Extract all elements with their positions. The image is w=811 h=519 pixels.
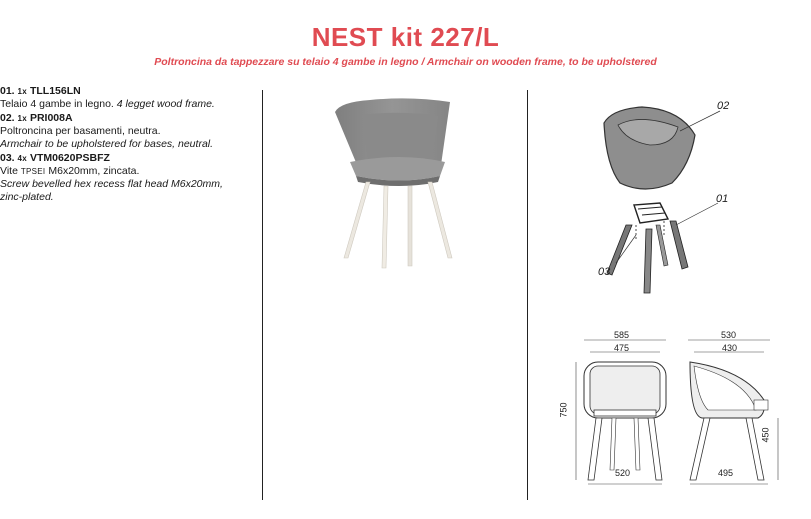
label-frame: 01 xyxy=(716,193,729,205)
part-code: PRI008A xyxy=(29,112,73,124)
dim-side-base: 495 xyxy=(718,468,734,478)
part-desc-it: Poltroncina per basamenti, neutra. xyxy=(0,125,161,137)
part-item-03 xyxy=(0,152,250,204)
part-item-02 xyxy=(0,112,250,151)
part-desc-en-1: Screw bevelled hex recess flat head M6x20mm, xyxy=(0,178,223,190)
dim-front-width-outer: 585 xyxy=(614,330,630,340)
label-screw: 03 xyxy=(598,266,611,278)
dim-seat-height: 450 xyxy=(760,427,771,443)
parts-list xyxy=(0,85,250,205)
page-title: NEST kit 227/L xyxy=(311,22,500,52)
dim-front-width-inner: 475 xyxy=(614,343,630,353)
part-desc-en-2: zinc-plated. xyxy=(0,191,54,203)
divider-left xyxy=(262,90,263,500)
part-desc-it-sc: TPSEI xyxy=(20,167,46,176)
part-qty: 1x xyxy=(17,114,28,123)
front-view-diagram xyxy=(570,330,680,490)
exploded-view xyxy=(590,95,770,300)
part-number: 01. xyxy=(0,85,15,97)
part-desc-en: 4 legget wood frame. xyxy=(116,98,215,110)
part-number: 02. xyxy=(0,112,15,124)
part-code: TLL156LN xyxy=(29,85,81,97)
part-desc-it-b: M6x20mm, zincata. xyxy=(48,165,140,177)
part-code: VTM0620PSBFZ xyxy=(29,152,110,164)
exploded-diagram xyxy=(590,95,770,300)
part-item-01 xyxy=(0,85,250,111)
part-qty: 1x xyxy=(17,87,28,96)
label-armchair: 02 xyxy=(717,100,730,112)
dim-side-depth-inner: 430 xyxy=(722,343,738,353)
side-drawing xyxy=(684,330,784,490)
armchair-image xyxy=(300,90,500,270)
part-desc-it-a: Vite xyxy=(0,165,18,177)
front-drawing xyxy=(570,330,680,490)
product-photo xyxy=(300,90,500,270)
divider-right xyxy=(527,90,528,500)
part-qty: 4x xyxy=(17,154,28,163)
dim-side-depth-outer: 530 xyxy=(721,330,737,340)
page-subtitle: Poltroncina da tappezzare su telaio 4 gambe in legno / Armchair on wooden frame, to be upholstered xyxy=(154,56,657,68)
side-view-diagram xyxy=(684,330,784,490)
dim-height-total: 750 xyxy=(558,402,569,418)
dim-front-base: 520 xyxy=(615,468,631,478)
part-number: 03. xyxy=(0,152,15,164)
part-desc-en: Armchair to be upholstered for bases, neutral. xyxy=(0,138,214,150)
part-desc-it: Telaio 4 gambe in legno. xyxy=(0,98,114,110)
